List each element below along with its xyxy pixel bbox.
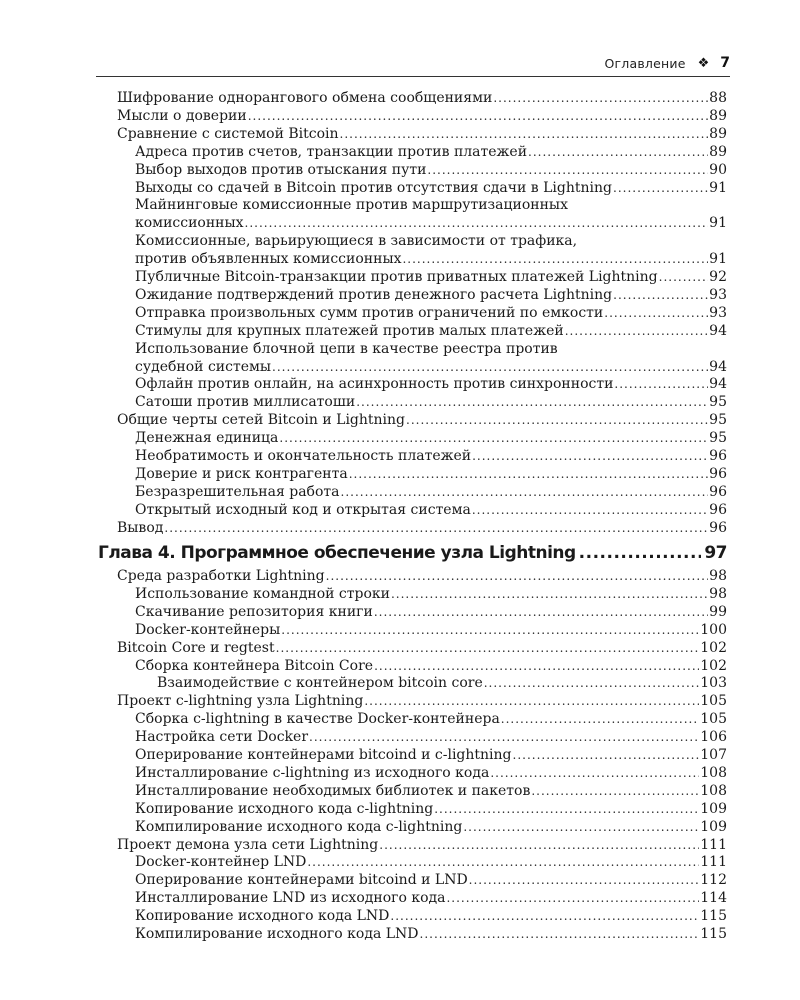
toc-entry [117,639,727,657]
toc-entry-label: против объявленных комиссионных [135,251,402,268]
dot-leader [614,375,708,393]
dot-leader [390,907,699,925]
toc-entry-label: Копирование исходного кода LND [135,908,390,925]
toc-entry: Использование блочной цепи в качестве реестра против [135,340,558,357]
toc-page-number: 98 [709,585,727,602]
toc-entry-label: комиссионных [135,215,244,232]
toc-page-number: 93 [709,304,727,321]
toc-entry-label: Оперирование контейнерами bitcoind и LND [135,872,468,889]
toc-entry [135,143,727,161]
toc-entry-label: Офлайн против онлайн, на асинхронность против синхронности [135,376,614,393]
toc-entry-label: Сборка контейнера Bitcoin Core [135,657,374,674]
toc-entry [135,782,727,800]
toc-entry-label: Оперирование контейнерами bitcoind и c-lightning [135,747,512,763]
dot-leader [434,800,699,818]
toc-entry-label: Проект демона узла сети Lightning [117,836,379,853]
toc-entry [117,125,727,143]
toc-page-number: 89 [709,143,727,160]
dot-leader [531,782,699,800]
dot-leader [659,268,709,286]
toc-page-number: 108 [700,764,727,781]
toc-page-number: 94 [709,358,727,375]
toc-entry-label: Среда разработки Lightning [117,568,325,584]
toc-entry-label: Инсталлирование LND из исходного кода [135,890,446,907]
dot-leader [340,125,709,143]
toc-entry-label: Публичные Bitcoin-транзакции против приватных платежей Lightning [135,269,658,285]
toc-page-number: 96 [709,448,727,464]
toc-page-number: 102 [700,639,727,656]
dot-leader [276,639,700,657]
dot-leader [374,657,699,675]
toc-entry [135,746,727,764]
toc-entry [135,501,727,519]
toc-page-number: 115 [700,926,727,942]
toc-page-number: 89 [709,107,727,124]
toc-page-number: 98 [709,568,727,584]
toc-entry-continuation [135,214,727,232]
dot-leader [164,519,708,537]
toc-entry-label: Выходы со сдачей в Bitcoin против отсутствия сдачи в Lightning [135,179,612,196]
toc-entry-label: Общие черты сетей Bitcoin и Lightning [117,412,406,429]
chapter-title: Глава 4. Программное обеспечение узла Lightning [98,543,576,563]
toc-entry-label: Использование командной строки [135,585,390,602]
toc-entry-label: Выбор выходов против отыскания пути [135,161,427,178]
dot-leader [579,540,702,566]
toc-page-number: 105 [700,693,727,710]
toc-entry-label: Инсталлирование c-lightning из исходного кода [135,764,490,781]
toc-page-number: 96 [709,501,727,518]
toc-entry [117,107,727,125]
toc-entry-continuation [135,250,727,268]
dot-leader [446,889,699,907]
toc-entry [135,728,727,746]
dot-leader [281,621,699,639]
toc-page-number: 91 [709,179,727,196]
toc-page-number: 114 [700,890,727,907]
toc-entry-label: Скачивание репозитория книги [135,603,373,620]
toc-entry [135,585,727,603]
dot-leader [364,692,699,710]
dot-leader [604,304,708,322]
dot-leader [379,836,699,854]
toc-entry [157,674,727,692]
toc-entry [135,447,727,465]
toc-page-number: 109 [700,818,727,835]
toc-entry [135,800,727,818]
toc-page-number: 115 [700,908,727,925]
dot-leader [501,710,699,728]
toc-entry [135,907,727,925]
toc-entry [135,393,727,411]
toc-entry [117,692,727,710]
toc-page-number: 99 [709,603,727,620]
dot-leader [349,465,708,483]
toc-entry-label: Сатоши против миллисатоши [135,394,356,411]
chapter-heading [98,540,727,566]
toc-page-number: 108 [700,782,727,799]
toc-page-number: 91 [709,215,727,232]
toc-page-number: 111 [700,836,727,853]
section-title: Оглавление [604,55,686,71]
toc-entry-label: Docker-контейнеры [135,621,281,638]
toc-entry-label: Взаимодействие с контейнером bitcoin core [157,675,483,692]
toc-entry [135,925,727,943]
toc-entry-label: Шифрование однорангового обмена сообщениями [117,90,493,106]
toc-page-number: 102 [700,657,727,674]
toc-entry [135,429,727,447]
toc-entry [117,519,727,537]
toc-entry-label: Bitcoin Core и regtest [117,639,275,656]
toc-entry-label: Компилирование исходного кода c-lightning [135,818,463,835]
toc-entry [117,89,727,107]
toc-page-number: 93 [709,286,727,303]
toc-page-number: 100 [700,621,727,638]
dot-leader [613,286,708,304]
toc-entry-label: Стимулы для крупных платежей против малых платежей [135,322,564,339]
dot-leader [245,214,709,232]
dot-leader [427,161,708,179]
toc-page-number: 92 [709,269,727,285]
toc-entry-label: Мысли о доверии [117,107,247,124]
toc-page-number: 94 [709,376,727,393]
toc-page-number: 91 [709,251,727,268]
toc-entry-label: Денежная единица [135,430,279,447]
toc-entry-label: судебной системы [135,358,272,375]
toc-entry [135,483,727,501]
toc-page-number: 90 [709,161,727,178]
toc-page-number: 96 [709,465,727,482]
toc-page-number: 109 [700,800,727,817]
page-number: 7 [720,55,730,71]
dot-leader [402,250,708,268]
toc-entry [135,161,727,179]
toc-entry [135,764,727,782]
toc-entry-label: Необратимость и окончательность платежей [135,448,472,464]
dot-leader [472,501,708,519]
toc-page-number: 111 [700,854,727,871]
toc-page-number: 95 [709,430,727,447]
toc-page-number: 95 [709,394,727,411]
toc-page-number: 89 [709,125,727,142]
dot-leader [406,411,708,429]
dot-leader [484,674,700,692]
dot-leader [279,429,708,447]
toc-entry [117,411,727,429]
toc-entry-label: Docker-контейнер LND [135,854,307,871]
toc-entry [135,853,727,871]
dot-leader [307,853,699,871]
toc-entry-label: Сравнение с системой Bitcoin [117,125,339,142]
chapter-page-number: 97 [704,543,727,563]
toc-page-number: 95 [709,412,727,429]
toc-entry-label: Ожидание подтверждений против денежного расчета Lightning [135,286,613,303]
toc-entry-label: Открытый исходный код и открытая система [135,501,471,518]
dot-leader [326,567,709,585]
toc-entry-label: Вывод [117,519,164,536]
dot-leader [341,483,709,501]
toc-page-number: 106 [700,729,727,746]
toc-page-number: 103 [700,675,727,692]
toc-entry [135,465,727,483]
dot-leader [374,603,708,621]
toc-page-number: 107 [700,747,727,763]
dot-leader [309,728,699,746]
toc-entry [135,818,727,836]
toc-entry-label: Копирование исходного кода c-lightning [135,800,434,817]
toc-entry: Майнинговые комиссионные против маршрутизационных [135,197,568,214]
toc-page-number: 105 [700,711,727,728]
dot-leader [391,585,708,603]
toc-entry: Комиссионные, варьирующиеся в зависимости от трафика, [135,233,578,250]
dot-leader [528,143,708,161]
dot-leader [356,393,708,411]
toc-entry-label: Компилирование исходного кода LND [135,926,419,942]
dot-leader [490,764,699,782]
toc-entry [135,603,727,621]
dot-leader [493,89,708,107]
toc-entry-label: Сборка c-lightning в качестве Docker-контейнера [135,711,500,728]
dot-leader [248,107,708,125]
toc-entry-label: Безразрешительная работа [135,483,340,500]
toc-entry-continuation [135,358,727,376]
toc-page-number: 88 [709,90,727,106]
toc-entry [135,268,727,286]
dot-leader [463,818,699,836]
toc-entry [117,567,727,585]
dot-leader [469,871,700,889]
toc-entry-label: Инсталлирование необходимых библиотек и пакетов [135,782,531,799]
toc-entry [135,871,727,889]
toc-entry [135,621,727,639]
toc-page-number: 112 [700,872,727,889]
dot-leader [613,179,708,197]
dot-leader [472,447,708,465]
ornament-icon: ❖ [697,55,710,71]
toc-page-number: 94 [709,322,727,339]
toc-entry [135,375,727,393]
toc-entry [135,657,727,675]
toc-entry [117,836,727,854]
toc-entry-label: Отправка произвольных сумм против ограничений по емкости [135,304,604,321]
dot-leader [513,746,700,764]
dot-leader [565,322,708,340]
toc-entry [135,322,727,340]
toc-entry-label: Доверие и риск контрагента [135,465,348,482]
dot-leader [420,925,700,943]
toc-entry [135,179,727,197]
toc-entry [135,286,727,304]
toc-entry [135,304,727,322]
toc-entry [135,889,727,907]
toc-entry-label: Проект c-lightning узла Lightning [117,693,364,710]
toc-page-number: 96 [709,519,727,536]
toc-page-number: 96 [709,483,727,500]
toc-entry [135,710,727,728]
toc-entry-label: Адреса против счетов, транзакции против платежей [135,143,528,160]
toc-entry-label: Настройка сети Docker [135,729,309,746]
dot-leader [272,358,708,376]
